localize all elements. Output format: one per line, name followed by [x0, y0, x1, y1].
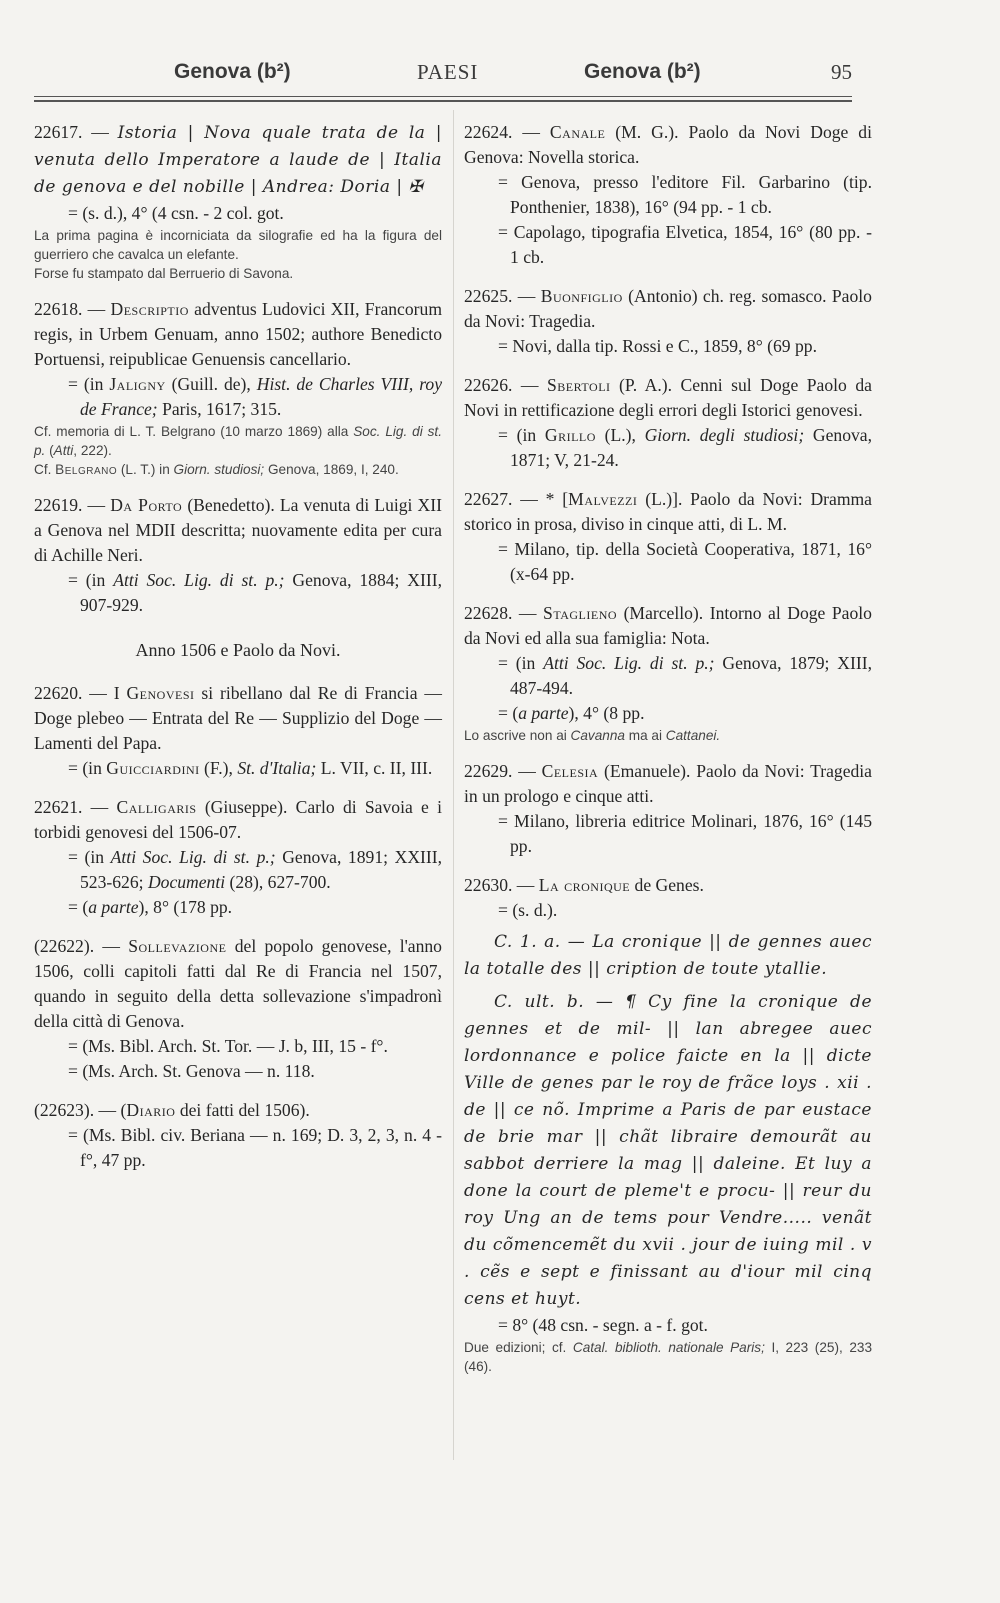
entry-number: 22620.	[34, 683, 83, 703]
entry-title: (Marcello). Intorno al Doge Paolo da Novi ed alla sua famiglia: Nota.	[464, 603, 872, 648]
entry-number: 22629.	[464, 761, 513, 781]
entry-number: 22619.	[34, 495, 83, 515]
entry-dash: —	[102, 936, 120, 956]
entry-note: Forse fu stampato dal Berruerio di Savona.	[34, 266, 294, 281]
entry-dash: —	[520, 489, 538, 509]
explicit-gothic: C. ult. b. — ¶ Cy fine la cronique de gennes et de mil- || lan abregee auec lordonnance e police faicte en la || dicte Ville de genes par le roy de frãce loys . xii . de || ce nõ. Imprime a Paris de par eustace de brie mar || chãt libraire demourãt au sabbot derriere la mag || daleine. Et luy a done la court de pleme't e procu- || reur du roy Ung an de tems pour Vendre..... venãt du cõmencemẽt du xvii . jour de iuing mil . v . cẽs e sept e finissant au d'iour mil cinq cens et huyt.	[464, 992, 872, 1309]
entry-citation: = (in Atti Soc. Lig. di st. p.; Genova, 1884; XIII, 907-929.	[68, 570, 442, 615]
entry-22625	[464, 284, 872, 359]
entry-title: adventus Ludovici XII, Francorum regis, in Urbem Genuam, anno 1502; authore Benedicto Portuensi, reipublicae Genuensis cancellario.	[34, 299, 443, 369]
entry-author: Buonfiglio	[540, 286, 623, 306]
entry-citation: = (in Guicciardini (F.), St. d'Italia; L. VII, c. II, III.	[68, 758, 433, 778]
entry-dash: —	[522, 122, 540, 142]
entry-author: Sbertoli	[547, 375, 611, 395]
entry-author: Genovesi	[126, 683, 195, 703]
entry-citation: = Milano, tip. della Società Cooperativa, 1871, 16° (x-64 pp.	[498, 539, 872, 584]
entry-title: si ribellano dal Re di Francia — Doge plebeo — Entrata del Re — Supplizio del Doge — Lamenti del Papa.	[34, 683, 442, 753]
entry-citation: = (Ms. Bibl. Arch. St. Tor. — J. b, III, 15 - f°.	[68, 1036, 388, 1056]
entry-citation: = (s. d.), 4° (4 csn. - 2 col. got.	[68, 203, 284, 223]
entry-number: 22618.	[34, 299, 83, 319]
entry-dash: —	[87, 299, 106, 319]
entry-citation: = (in Grillo (L.), Giorn. degli studiosi; Genova, 1871; V, 21-24.	[498, 425, 872, 470]
entry-citation: = (in Jaligny (Guill. de), Hist. de Charles VIII, roy de France; Paris, 1617; 315.	[68, 374, 443, 419]
entry-22623: (22623). — (Diario dei fatti del 1506). = (Ms. Bibl. civ. Beriana — n. 169; D. 3, 2, 3, n. 4 - f°, 47 pp.	[34, 1098, 442, 1173]
entry-number: 22617.	[34, 122, 83, 142]
entry-note: La prima pagina è incorniciata da silografie ed ha la figura del guerriero che cavalca un elefante.	[34, 228, 442, 262]
entry-title: (Benedetto). La venuta di Luigi XII a Genova nel MDII descritta; nuovamente edita per cura di Achille Neri.	[34, 495, 442, 565]
entry-dash: —	[516, 875, 535, 895]
entry-dash: —	[91, 122, 109, 142]
entry-22624	[464, 120, 872, 270]
header-left: Genova (b²)	[174, 60, 291, 83]
entry-number: 22624.	[464, 122, 513, 142]
entry-22630	[464, 873, 872, 1376]
entry-22618	[34, 297, 442, 479]
section-heading: Anno 1506 e Paolo da Novi.	[135, 640, 341, 660]
entry-title: (Antonio) ch. reg. somasco. Paolo da Novi: Tragedia.	[464, 286, 872, 331]
entry-title: dei fatti del 1506).	[179, 1100, 310, 1120]
right-column	[464, 120, 872, 1390]
entry-citation: = (a parte), 4° (8 pp.	[498, 703, 645, 723]
entry-citation: = (in Atti Soc. Lig. di st. p.; Genova, 1891; XXIII, 523-626; Documenti (28), 627-700.	[68, 847, 442, 892]
entry-dash: —	[517, 286, 536, 306]
entry-citation: = Genova, presso l'editore Fil. Garbarino (tip. Ponthenier, 1838), 16° (94 pp. - 1 cb.	[498, 172, 872, 217]
entry-22620: 22620. — I Genovesi si ribellano dal Re di Francia — Doge plebeo — Entrata del Re — Supplizio del Doge — Lamenti del Papa. = (in Guicciardini (F.), St. d'Italia; L. VII, c. II, III.	[34, 681, 442, 781]
entry-note: Cf. Belgrano (L. T.) in Giorn. studiosi; Genova, 1869, I, 240.	[34, 462, 399, 477]
entry-citation: = (a parte), 8° (178 pp.	[68, 897, 233, 917]
entry-citation: = 8° (48 csn. - segn. a - f. got.	[498, 1315, 708, 1335]
entry-author: Celesia	[541, 761, 599, 781]
entry-citation: = (in Atti Soc. Lig. di st. p.; Genova, 1879; XIII, 487-494.	[498, 653, 872, 698]
entry-22621	[34, 795, 442, 920]
entry-dash: —	[98, 1100, 117, 1120]
entry-author: Canale	[549, 122, 606, 142]
entry-title: (Giuseppe). Carlo di Savoia e i torbidi genovesi del 1506-07.	[34, 797, 442, 842]
entry-number: 22621.	[34, 797, 83, 817]
entry-22627: 22627. — * [Malvezzi (L.)]. Paolo da Novi: Dramma storico in prosa, diviso in cinque atti, di L. M. = Milano, tip. della Società Cooperativa, 1871, 16° (x-64 pp.	[464, 487, 872, 587]
entry-citation: = Capolago, tipografia Elvetica, 1854, 16° (80 pp. - 1 cb.	[498, 222, 872, 267]
entry-number: 22626.	[464, 375, 513, 395]
entry-citation: = Novi, dalla tip. Rossi e C., 1859, 8° (69 pp.	[498, 336, 817, 356]
header-rule-top	[34, 96, 852, 97]
column-divider	[453, 110, 454, 1460]
entry-note: Due edizioni; cf. Catal. biblioth. nationale Paris; I, 223 (25), 233 (46).	[464, 1340, 873, 1374]
entry-title: (Emanuele). Paolo da Novi: Tragedia in un prologo e cinque atti.	[464, 761, 872, 806]
left-column	[34, 120, 442, 1187]
header-right: Genova (b²)	[584, 60, 701, 83]
running-header	[34, 58, 852, 90]
entry-22617	[34, 120, 442, 283]
entry-dash: —	[518, 603, 537, 623]
entry-number: 22627.	[464, 489, 513, 509]
entry-number: 22630.	[464, 875, 513, 895]
header-center: PAESI	[417, 60, 479, 84]
entry-dash: —	[518, 761, 536, 781]
entry-author: Diario	[126, 1100, 176, 1120]
entry-title-gothic: Istoria | Nova quale trata de la | venuta dello Imperatore a laude de | Italia de genova e del nobille | Andrea: Doria | ✠	[34, 123, 442, 197]
entry-citation: = (Ms. Bibl. civ. Beriana — n. 169; D. 3, 2, 3, n. 4 - f°, 47 pp.	[68, 1125, 442, 1170]
entry-author: Calligaris	[116, 797, 197, 817]
entry-author: Descriptio	[110, 299, 189, 319]
entry-citation: = (s. d.).	[498, 900, 558, 920]
entry-title: del popolo genovese, l'anno 1506, colli capitoli fatti dal Re di Francia nel 1507, quando in seguito della detta sollevazione s'impadronì della città di Genova.	[34, 936, 442, 1031]
entry-number: 22625.	[464, 286, 513, 306]
page-number: 95	[831, 60, 852, 84]
header-rule-bottom	[34, 100, 852, 102]
entry-title: (M. G.). Paolo da Novi Doge di Genova: Novella storica.	[464, 122, 872, 167]
entry-dash: —	[87, 495, 106, 515]
entry-number: (22623).	[34, 1100, 95, 1120]
entry-22629	[464, 759, 872, 859]
entry-citation: = Milano, libreria editrice Molinari, 1876, 16° (145 pp.	[498, 811, 872, 856]
entry-note: Cf. memoria di L. T. Belgrano (10 marzo 1869) alla Soc. Lig. di st. p. (Atti, 222).	[34, 424, 442, 458]
entry-number: (22622).	[34, 936, 95, 956]
entry-22622	[34, 934, 442, 1084]
entry-author: Da Porto	[110, 495, 183, 515]
entry-title: (L.)]. Paolo da Novi: Dramma storico in prosa, diviso in cinque atti, di L. M.	[464, 489, 872, 534]
entry-22619	[34, 493, 442, 618]
entry-dash: —	[89, 683, 107, 703]
incipit-gothic: C. 1. a. — La cronique || de gennes auec la totalle des || cription de toute ytallie.	[464, 932, 872, 979]
entry-title: de Genes.	[634, 875, 704, 895]
entry-title: (P. A.). Cenni sul Doge Paolo da Novi in rettificazione degli errori degli Istorici genovesi.	[464, 375, 872, 420]
entry-22628	[464, 601, 872, 745]
entry-author: Staglieno	[543, 603, 618, 623]
entry-author: Malvezzi	[568, 489, 638, 509]
entry-note: Lo ascrive non ai Cavanna ma ai Cattanei.	[464, 728, 721, 743]
entry-author: La cronique	[538, 875, 631, 895]
entry-number: 22628.	[464, 603, 513, 623]
entry-author: Sollevazione	[128, 936, 227, 956]
entry-22626	[464, 373, 872, 473]
entry-dash: —	[90, 797, 109, 817]
entry-dash: —	[520, 375, 539, 395]
entry-citation: = (Ms. Arch. St. Genova — n. 118.	[68, 1061, 315, 1081]
